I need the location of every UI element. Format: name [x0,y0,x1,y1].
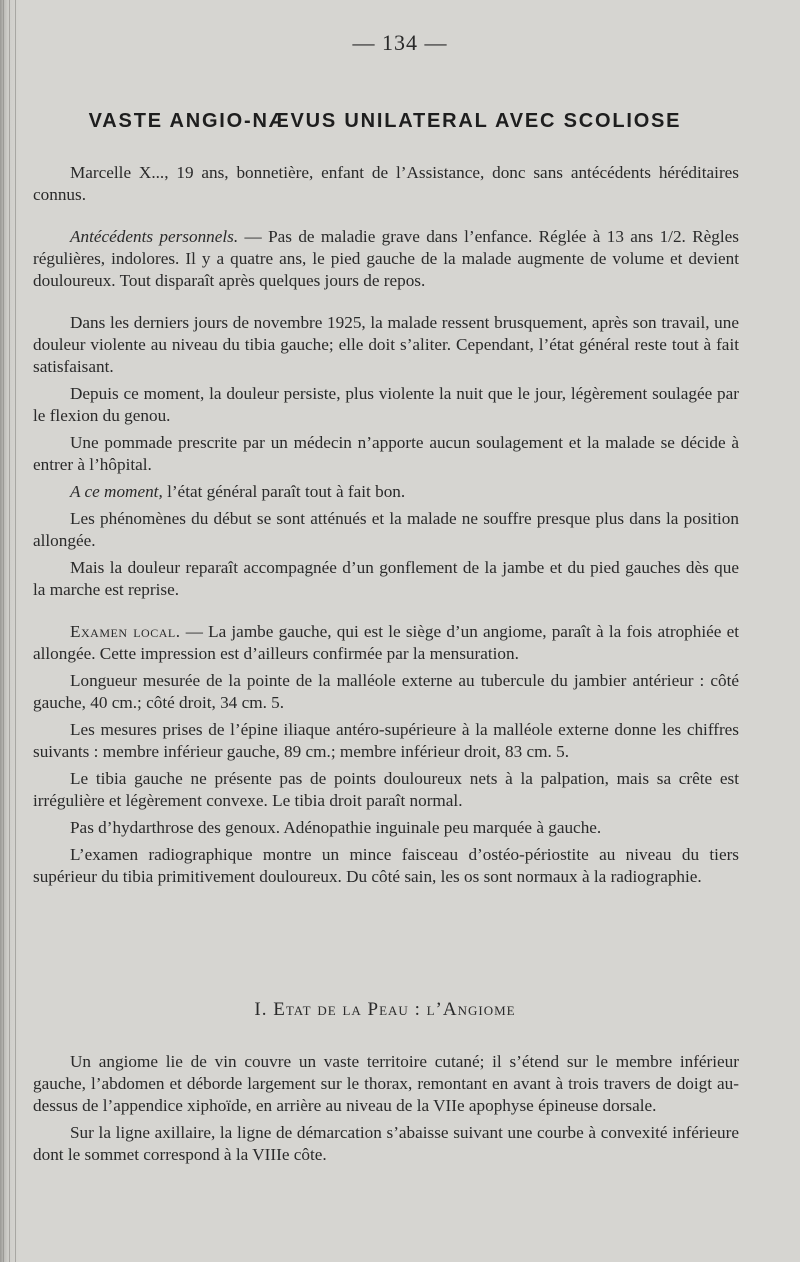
paragraph: Marcelle X..., 19 ans, bonnetière, enfant de l’Assistance, donc sans antécédents héréditaires connus. [33,163,739,204]
paragraph: Les phénomènes du début se sont atténués et la malade ne souffre presque plus dans la position allongée. [33,509,739,550]
body-text [33,162,739,888]
paragraph: Pas d’hydarthrose des genoux. Adénopathie inguinale peu marquée à gauche. [70,818,602,837]
paragraph: L’examen radiographique montre un mince faisceau d’ostéo-périostite au niveau du tiers supérieur du tibia primitivement douloureux. Du côté sain, les os sont normaux à la radiographie. [33,845,739,886]
page-number: — 134 — [352,30,448,55]
paragraph: Examen local. — La jambe gauche, qui est le siège d’un angiome, paraît à la fois atrophiée et allongée. Cette impression est d’ailleurs confirmée par la mensuration. [33,622,739,663]
paragraph: Les mesures prises de l’épine iliaque antéro-supérieure à la malléole externe donne les chiffres suivants : membre inférieur gauche, 89 cm.; membre inférieur droit, 83 cm. 5. [33,720,739,761]
paragraph: Le tibia gauche ne présente pas de points douloureux nets à la palpation, mais sa crête est irrégulière et légèrement convexe. Le tibia droit paraît normal. [33,769,739,810]
section-title: I. Etat de la Peau : l’Angiome [254,999,516,1020]
body-text [33,1051,739,1166]
page-title: VASTE ANGIO-NÆVUS UNILATERAL AVEC SCOLIOSE [88,110,682,132]
paragraph: Mais la douleur reparaît accompagnée d’un gonflement de la jambe et du pied gauches dès que la marche est reprise. [33,558,739,599]
paragraph: Dans les derniers jours de novembre 1925, la malade ressent brusquement, après son travail, une douleur violente au niveau du tibia gauche; elle doit s’aliter. Cependant, l’état général reste tout à fait satisfaisant. [33,313,739,376]
binding-line [15,0,16,1262]
binding-line [9,0,10,1262]
paragraph-lead: Antécédents personnels. [70,227,239,246]
paragraph: A ce moment, l’état général paraît tout à fait bon. [70,482,406,501]
paragraph: Un angiome lie de vin couvre un vaste territoire cutané; il s’étend sur le membre inférieur gauche, l’abdomen et déborde largement sur le thorax, remontant en avant à trois travers de doigt au-dessus de l’appendice xiphoïde, en arrière au niveau de la VIIe apophyse épineuse dorsale. [33,1052,739,1115]
paragraph: Antécédents personnels. — Pas de maladie grave dans l’enfance. Réglée à 13 ans 1/2. Règles régulières, indolores. Il y a quatre ans, le pied gauche de la malade augmente de volume et devient douloureux. Tout disparaît après quelques jours de repos. [33,227,739,290]
paragraph: Sur la ligne axillaire, la ligne de démarcation s’abaisse suivant une courbe à convexité inférieure dont le sommet correspond à la VIIIe côte. [33,1123,739,1164]
paragraph: Une pommade prescrite par un médecin n’apporte aucun soulagement et la malade se décide à entrer à l’hôpital. [33,433,739,474]
binding-line [3,0,4,1262]
paragraph-lead: Examen local. [70,622,181,641]
paragraph-lead: A ce moment, [70,482,163,501]
paragraph: Longueur mesurée de la pointe de la malléole externe au tubercule du jambier antérieur : côté gauche, 40 cm.; côté droit, 34 cm. 5. [33,671,739,712]
paragraph: Depuis ce moment, la douleur persiste, plus violente la nuit que le jour, légèrement soulagée par le flexion du genou. [33,384,739,425]
